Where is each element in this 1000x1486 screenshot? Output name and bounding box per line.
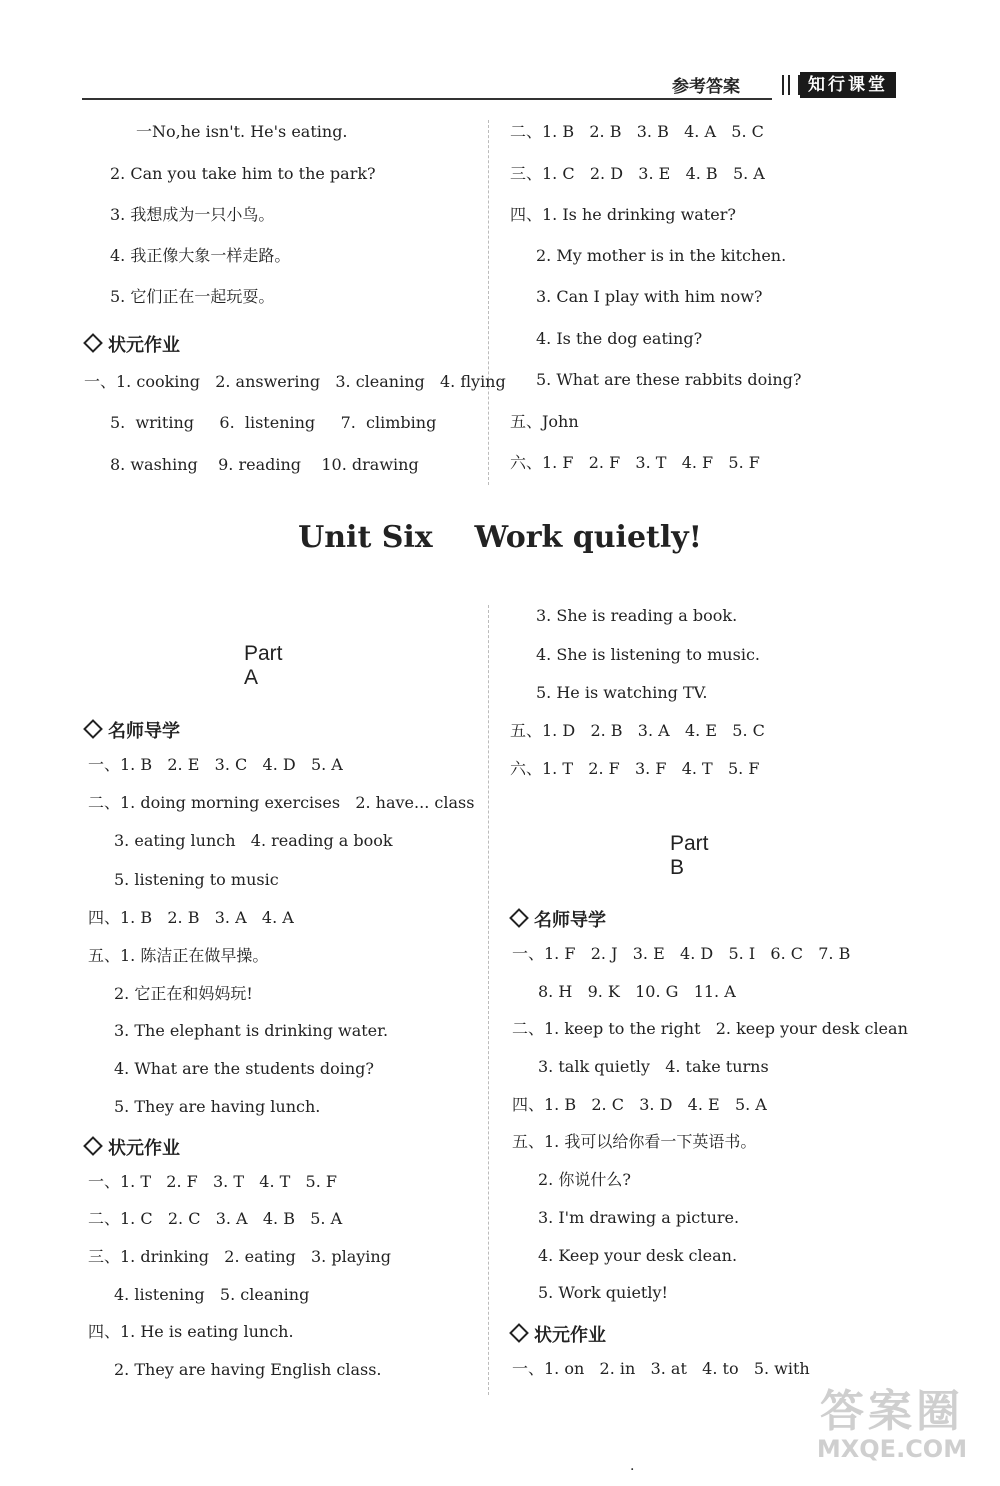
answer-line: 5. listening to music: [114, 870, 279, 889]
answer-line: 4. Keep your desk clean.: [538, 1246, 738, 1265]
answer-line: 六、1. T 2. F 3. F 4. T 5. F: [510, 759, 760, 778]
part-a-title: Part A: [244, 642, 283, 689]
answer-line: 3. I'm drawing a picture.: [538, 1208, 740, 1227]
answer-line: 四、1. B 2. B 3. A 4. A: [88, 908, 294, 927]
answer-line: 五、1. 陈洁正在做早操。: [88, 946, 269, 965]
answer-line: 2. My mother is in the kitchen.: [536, 246, 787, 265]
answer-line: 8. washing 9. reading 10. drawing: [110, 455, 419, 474]
answer-line: 一、1. on 2. in 3. at 4. to 5. with: [512, 1359, 810, 1378]
header-brand: 知行课堂: [800, 72, 896, 98]
answer-line: 五、1. D 2. B 3. A 4. E 5. C: [510, 721, 765, 740]
answer-line: 5. They are having lunch.: [114, 1097, 321, 1116]
answer-line: 5. What are these rabbits doing?: [536, 370, 802, 389]
answer-line: 3. She is reading a book.: [536, 606, 738, 625]
answer-line: 四、1. He is eating lunch.: [88, 1322, 294, 1341]
header-label: 参考答案: [672, 77, 740, 97]
answer-line: 2. They are having English class.: [114, 1360, 382, 1379]
answer-line: 2. 它正在和妈妈玩!: [114, 984, 253, 1003]
column-divider-top: [488, 120, 489, 485]
answer-line: 3. talk quietly 4. take turns: [538, 1057, 769, 1076]
answer-line: 一、1. T 2. F 3. T 4. T 5. F: [88, 1172, 338, 1191]
answer-line: 5. He is watching TV.: [536, 683, 708, 702]
watermark-logo: [802, 1388, 982, 1468]
answer-line: 三、1. C 2. D 3. E 4. B 5. A: [510, 164, 765, 183]
answer-line: 一No,he isn't. He's eating.: [136, 122, 348, 141]
answer-line: 3. The elephant is drinking water.: [114, 1021, 389, 1040]
answer-line: 二、1. B 2. B 3. B 4. A 5. C: [510, 122, 764, 141]
section-heading: 状元作业: [84, 1134, 180, 1160]
answer-line: 五、John: [510, 412, 579, 431]
answer-line: 5. 它们正在一起玩耍。: [110, 287, 275, 306]
answer-line: 一、1. F 2. J 3. E 4. D 5. I 6. C 7. B: [512, 944, 851, 963]
answer-line: 4. Is the dog eating?: [536, 329, 703, 348]
answer-line: 3. 我想成为一只小鸟。: [110, 205, 275, 224]
answer-line: 4. 我正像大象一样走路。: [110, 246, 291, 265]
answer-line: 一、1. B 2. E 3. C 4. D 5. A: [88, 755, 343, 774]
answer-line: 4. She is listening to music.: [536, 645, 760, 664]
diamond-icon: [83, 719, 103, 739]
answer-line: 2. 你说什么?: [538, 1170, 631, 1189]
answer-line: 8. H 9. K 10. G 11. A: [538, 982, 736, 1001]
unit-title: Unit Six Work quietly!: [298, 520, 702, 555]
diamond-icon: [509, 908, 529, 928]
watermark-bottom: MXQE.COM: [816, 1435, 968, 1463]
diamond-icon: [509, 1323, 529, 1343]
answer-line: 四、1. B 2. C 3. D 4. E 5. A: [512, 1095, 767, 1114]
answer-line: 六、1. F 2. F 3. T 4. F 5. F: [510, 453, 760, 472]
answer-line: 3. Can I play with him now?: [536, 287, 763, 306]
diamond-icon: [83, 1136, 103, 1156]
answer-line: 二、1. doing morning exercises 2. have... class: [88, 793, 475, 812]
header-bars-icon: [782, 75, 800, 95]
column-divider-bottom: [488, 605, 489, 1395]
section-heading: 状元作业: [84, 331, 180, 357]
answer-line: 二、1. C 2. C 3. A 4. B 5. A: [88, 1209, 343, 1228]
answer-line: 4. listening 5. cleaning: [114, 1285, 310, 1304]
answer-line: 2. Can you take him to the park?: [110, 164, 376, 183]
section-heading: 名师导学: [84, 717, 180, 743]
diamond-icon: [83, 333, 103, 353]
answer-line: 5. writing 6. listening 7. climbing: [110, 413, 437, 432]
watermark-top: 答案圈: [820, 1386, 964, 1437]
section-heading: 状元作业: [510, 1321, 606, 1347]
header-rule: [82, 98, 772, 100]
page-header: [0, 70, 1000, 110]
answer-line: 5. Work quietly!: [538, 1283, 668, 1302]
answer-line: 4. What are the students doing?: [114, 1059, 374, 1078]
part-b-title: Part B: [670, 832, 709, 879]
answer-line: 一、1. cooking 2. answering 3. cleaning 4. flying: [84, 372, 506, 391]
section-heading: 名师导学: [510, 906, 606, 932]
answer-line: 三、1. drinking 2. eating 3. playing: [88, 1247, 391, 1266]
answer-line: 3. eating lunch 4. reading a book: [114, 831, 393, 850]
answer-line: 五、1. 我可以给你看一下英语书。: [512, 1132, 757, 1151]
answer-line: 二、1. keep to the right 2. keep your desk clean: [512, 1019, 908, 1038]
answer-line: 四、1. Is he drinking water?: [510, 205, 736, 224]
page-mark: ·: [630, 1462, 635, 1478]
